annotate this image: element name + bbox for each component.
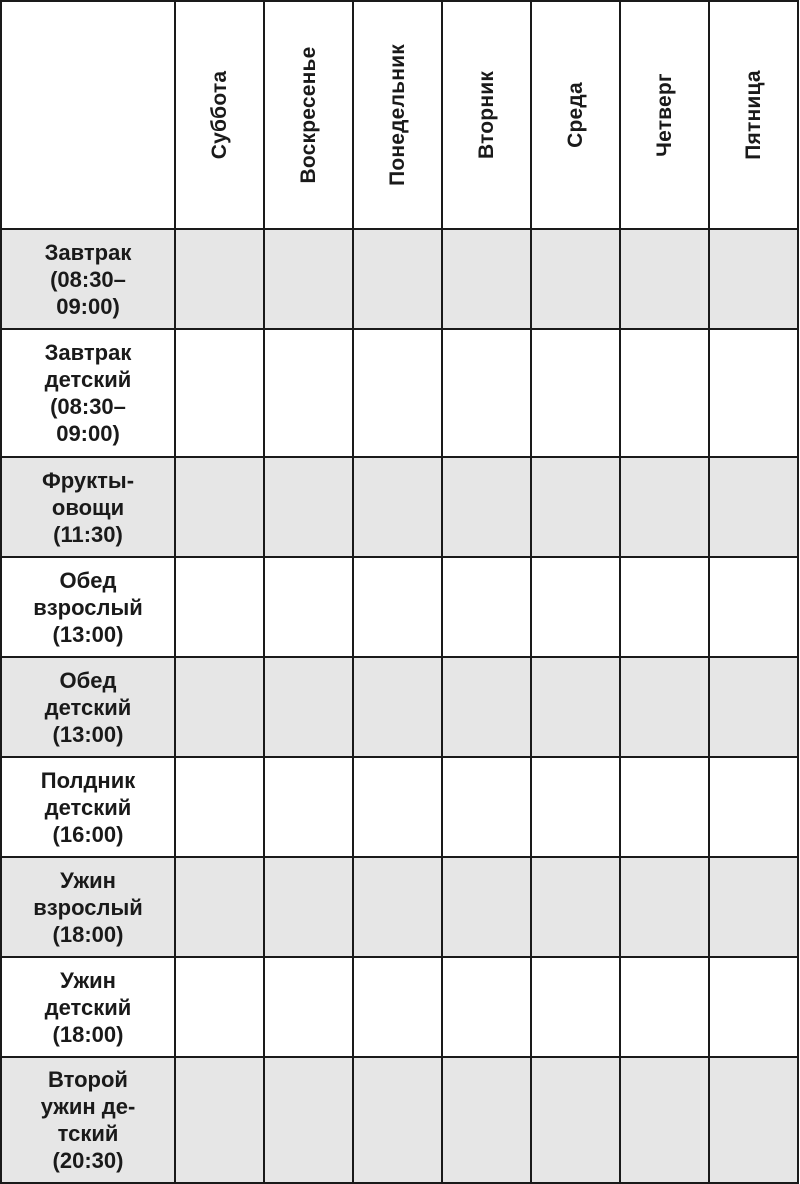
meal-cell[interactable]	[709, 1057, 798, 1183]
meal-cell[interactable]	[353, 957, 442, 1057]
meal-row-kids-snack	[1, 757, 798, 857]
meal-label: Завтрак (08:30– 09:00)	[1, 229, 175, 329]
header-row	[1, 1, 798, 229]
meal-cell[interactable]	[709, 657, 798, 757]
meal-cell[interactable]	[442, 229, 531, 329]
day-header-saturday	[175, 1, 264, 229]
meal-label: Фрукты- овощи (11:30)	[1, 457, 175, 557]
meal-cell[interactable]	[620, 229, 709, 329]
meal-cell[interactable]	[175, 757, 264, 857]
meal-cell[interactable]	[442, 957, 531, 1057]
meal-cell[interactable]	[620, 657, 709, 757]
meal-cell[interactable]	[709, 757, 798, 857]
day-header-thursday	[620, 1, 709, 229]
meal-cell[interactable]	[264, 1057, 353, 1183]
day-header-monday	[353, 1, 442, 229]
meal-cell[interactable]	[620, 1057, 709, 1183]
meal-cell[interactable]	[175, 329, 264, 457]
meal-cell[interactable]	[531, 329, 620, 457]
meal-cell[interactable]	[531, 757, 620, 857]
meal-cell[interactable]	[353, 657, 442, 757]
meal-cell[interactable]	[175, 457, 264, 557]
meal-label: Полдник детский (16:00)	[1, 757, 175, 857]
day-label: Четверг	[652, 73, 676, 157]
meal-row-fruits-vegetables	[1, 457, 798, 557]
day-label: Суббота	[207, 70, 231, 160]
meal-cell[interactable]	[531, 957, 620, 1057]
meal-cell[interactable]	[620, 757, 709, 857]
meal-cell[interactable]	[620, 557, 709, 657]
meal-cell[interactable]	[264, 229, 353, 329]
meal-cell[interactable]	[175, 657, 264, 757]
day-header-sunday	[264, 1, 353, 229]
meal-cell[interactable]	[353, 857, 442, 957]
meal-cell[interactable]	[442, 457, 531, 557]
meal-cell[interactable]	[709, 857, 798, 957]
day-label: Пятница	[741, 70, 765, 160]
meal-row-adult-lunch	[1, 557, 798, 657]
meal-row-breakfast	[1, 229, 798, 329]
meal-label: Завтрак детский (08:30– 09:00)	[1, 329, 175, 457]
meal-label: Ужин взрослый (18:00)	[1, 857, 175, 957]
meal-cell[interactable]	[353, 329, 442, 457]
meal-cell[interactable]	[175, 557, 264, 657]
day-header-friday	[709, 1, 798, 229]
day-header-wednesday	[531, 1, 620, 229]
meal-cell[interactable]	[442, 857, 531, 957]
meal-cell[interactable]	[620, 457, 709, 557]
meal-cell[interactable]	[264, 757, 353, 857]
meal-row-kids-lunch	[1, 657, 798, 757]
meal-cell[interactable]	[353, 457, 442, 557]
meal-cell[interactable]	[353, 757, 442, 857]
meal-cell[interactable]	[353, 557, 442, 657]
meal-cell[interactable]	[531, 457, 620, 557]
meal-label: Обед взрослый (13:00)	[1, 557, 175, 657]
meal-cell[interactable]	[175, 957, 264, 1057]
meal-cell[interactable]	[442, 557, 531, 657]
meal-cell[interactable]	[620, 329, 709, 457]
day-label: Воскресенье	[296, 46, 320, 184]
meal-cell[interactable]	[709, 457, 798, 557]
meal-row-kids-second-dinner	[1, 1057, 798, 1183]
meal-cell[interactable]	[442, 1057, 531, 1183]
meal-cell[interactable]	[264, 857, 353, 957]
meal-cell[interactable]	[264, 957, 353, 1057]
meal-cell[interactable]	[175, 1057, 264, 1183]
meal-cell[interactable]	[709, 957, 798, 1057]
meal-label: Обед детский (13:00)	[1, 657, 175, 757]
meal-cell[interactable]	[531, 557, 620, 657]
meal-cell[interactable]	[264, 329, 353, 457]
meal-label: Ужин детский (18:00)	[1, 957, 175, 1057]
meal-cell[interactable]	[620, 857, 709, 957]
meal-cell[interactable]	[531, 1057, 620, 1183]
meal-cell[interactable]	[264, 657, 353, 757]
day-label: Вторник	[474, 70, 498, 160]
meal-row-adult-dinner	[1, 857, 798, 957]
day-label: Среда	[563, 82, 587, 148]
meal-cell[interactable]	[353, 229, 442, 329]
meal-cell[interactable]	[620, 957, 709, 1057]
meal-label: Второй ужин де- тский (20:30)	[1, 1057, 175, 1183]
meal-cell[interactable]	[264, 557, 353, 657]
meal-row-kids-dinner	[1, 957, 798, 1057]
day-header-tuesday	[442, 1, 531, 229]
meal-cell[interactable]	[264, 457, 353, 557]
meal-cell[interactable]	[442, 757, 531, 857]
day-label: Понедельник	[385, 44, 409, 186]
meal-cell[interactable]	[442, 329, 531, 457]
meal-cell[interactable]	[531, 657, 620, 757]
meal-cell[interactable]	[442, 657, 531, 757]
meal-row-kids-breakfast	[1, 329, 798, 457]
meal-cell[interactable]	[531, 229, 620, 329]
meal-cell[interactable]	[709, 557, 798, 657]
corner-cell	[1, 1, 175, 229]
meal-cell[interactable]	[709, 229, 798, 329]
meal-cell[interactable]	[175, 229, 264, 329]
meal-cell[interactable]	[709, 329, 798, 457]
meal-cell[interactable]	[175, 857, 264, 957]
meal-cell[interactable]	[531, 857, 620, 957]
meal-cell[interactable]	[353, 1057, 442, 1183]
